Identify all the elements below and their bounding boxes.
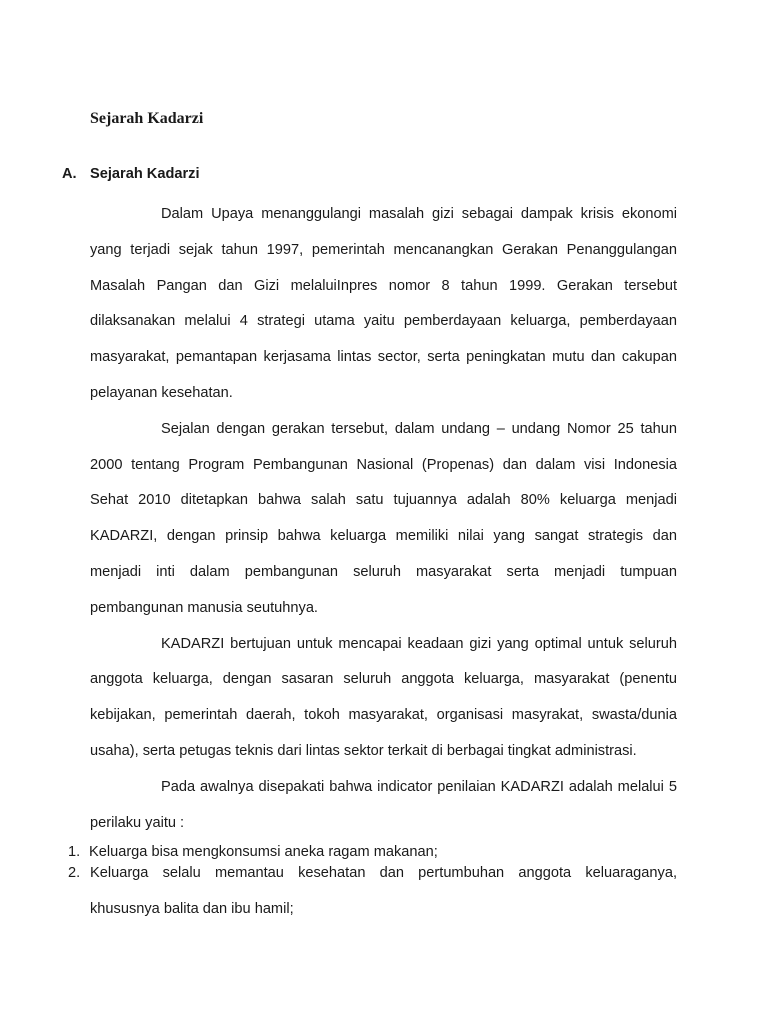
list-item-text-continued: khususnya balita dan ibu hamil; xyxy=(90,901,294,917)
list-item-text: Keluarga bisa mengkonsumsi aneka ragam makanan; xyxy=(89,844,438,860)
list-item-text: Keluarga selalu memantau kesehatan dan pertumbuhan anggota keluaraganya, xyxy=(90,865,677,881)
list-item-number: 1. xyxy=(68,844,81,860)
section-heading xyxy=(62,166,200,182)
list-item-number: 2. xyxy=(68,865,81,881)
paragraph-1: Dalam Upaya menanggulangi masalah gizi sebagai dampak krisis ekonomi yang terjadi sejak tahun 1997, pemerintah mencanangkan Gerakan Penanggulangan Masalah Pangan dan Gizi melaluiInpres nomor 8 tahun 1999. Gerakan tersebut dilaksanakan melalui 4 strategi utama yaitu pemberdayaan keluarga, pemberdayaan masyarakat, pemantapan kerjasama lintas sector, serta peningkatan mutu dan cakupan pelayanan kesehatan. xyxy=(90,206,677,401)
section-heading-text: Sejarah Kadarzi xyxy=(90,166,200,182)
list-item xyxy=(68,863,677,920)
numbered-list xyxy=(68,842,677,920)
paragraph-3: KADARZI bertujuan untuk mencapai keadaan gizi yang optimal untuk seluruh anggota keluarga, dengan sasaran seluruh anggota keluarga, masyarakat (penentu kebijakan, pemerintah daerah, tokoh masyarakat, organisasi masyrakat, swasta/dunia usaha), serta petugas teknis dari lintas sektor terkait di berbagai tingkat administrasi. xyxy=(90,635,677,759)
paragraph-2: Sejalan dengan gerakan tersebut, dalam undang – undang Nomor 25 tahun 2000 tentang Program Pembangunan Nasional (Propenas) dan dalam visi Indonesia Sehat 2010 ditetapkan bahwa salah satu tujuannya adalah 80% keluarga menjadi KADARZI, dengan prinsip bahwa keluarga memiliki nilai yang sangat strategis dan menjadi inti dalam pembangunan seluruh masyarakat serta menjadi tumpuan pembangunan manusia seutuhnya. xyxy=(90,420,677,616)
section-body xyxy=(90,197,677,841)
list-item xyxy=(68,842,677,863)
paragraph-4: Pada awalnya disepakati bahwa indicator penilaian KADARZI adalah melalui 5 perilaku yaitu : xyxy=(90,778,677,831)
section-letter: A. xyxy=(62,166,77,182)
document-title: Sejarah Kadarzi xyxy=(90,110,204,127)
